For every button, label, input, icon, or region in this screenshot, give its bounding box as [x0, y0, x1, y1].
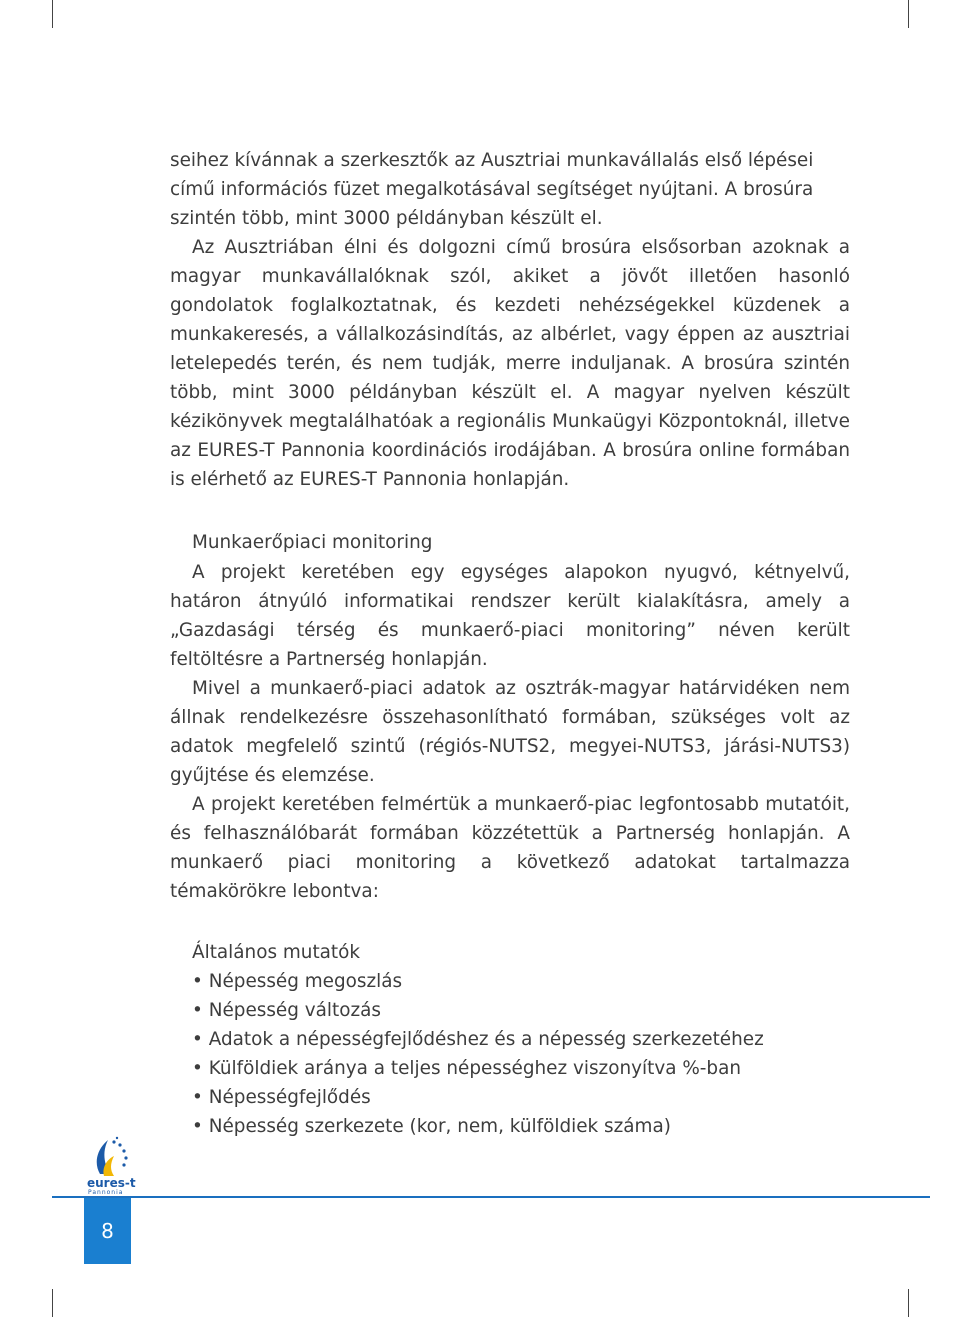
section-paragraph1: A projekt keretében egy egységes alapokon nyugvó, kétnyelvű, határon átnyúló informatikai rendszer került kialakításra, amely a „Gazdasági térség és munkaerő-piaci monitoring” néven került feltöltésre a Partnerség honlapján. [170, 562, 850, 670]
list-item: • Népességfejlődés [192, 1083, 850, 1112]
general-heading: Általános mutatók [192, 942, 361, 963]
crop-mark-bottom-left [52, 1289, 53, 1317]
paragraph1-line1: seihez kívánnak a szerkesztők az Ausztriai munkavállalás első lépései [170, 150, 814, 171]
crop-mark-top-right [908, 0, 909, 28]
section-heading: Munkaerőpiaci monitoring [192, 532, 433, 553]
paragraph2: Az Ausztriában élni és dolgozni című brosúra elsősorban azoknak a magyar munkavállalóknak szól, akiket a jövőt illetően hasonló gondolatok foglalkoztatnak, és kezdeti nehézségekkel küzdenek a munkakeresés, a vállalkozásindítás, az albérlet, vagy éppen az ausztriai letelepedés terén, és nem tudják, merre induljanak. A brosúra szintén több, mint 3000 példányban készült el. A magyar nyelven készült kézikönyvek megtalálhatóak a regionális Munkaügyi Központoknál, illetve az EURES-T Pannonia koordinációs irodájában. A brosúra online formában is elérhető az EURES-T Pannonia honlapján. [170, 237, 850, 490]
indicator-list [170, 967, 850, 1141]
page-number: 8 [84, 1198, 131, 1264]
section-paragraph2: Mivel a munkaerő-piaci adatok az osztrák-magyar határvidéken nem állnak rendelkezésre összehasonlítható formában, szükséges volt az adatok megfelelő szintű (régiós-NUTS2, megyei-NUTS3, járási-NUTS3) gyűjtése és elemzése. [170, 678, 850, 786]
logo-subtext: Pannonia [88, 1189, 124, 1196]
monitoring-section [170, 528, 850, 906]
crop-mark-top-left [52, 0, 53, 28]
list-item: • Külföldiek aránya a teljes népességhez viszonyítva %-ban [192, 1054, 850, 1083]
paragraph1-line3: szintén több, mint 3000 példányban készült el. [170, 208, 603, 229]
list-item: • Népesség változás [192, 996, 850, 1025]
paragraph1-line2: című információs füzet megalkotásával segítséget nyújtani. A brosúra [170, 179, 814, 200]
list-item: • Népesség szerkezete (kor, nem, külföldiek száma) [192, 1112, 850, 1141]
logo-text: eures-t [87, 1176, 136, 1190]
list-item: • Népesség megoszlás [192, 967, 850, 996]
general-indicators [170, 938, 850, 1141]
crop-mark-bottom-right [908, 1289, 909, 1317]
footer-rule [52, 1196, 930, 1198]
intro-text [170, 146, 850, 494]
section-paragraph3: A projekt keretében felmértük a munkaerő-piac legfontosabb mutatóit, és felhasználóbarát formában közzétettük a Partnerség honlapján. A munkaerő piaci monitoring a következő adatokat tartalmazza témakörökre lebontva: [170, 794, 850, 902]
list-item: • Adatok a népességfejlődéshez és a népesség szerkezetéhez [192, 1025, 850, 1054]
